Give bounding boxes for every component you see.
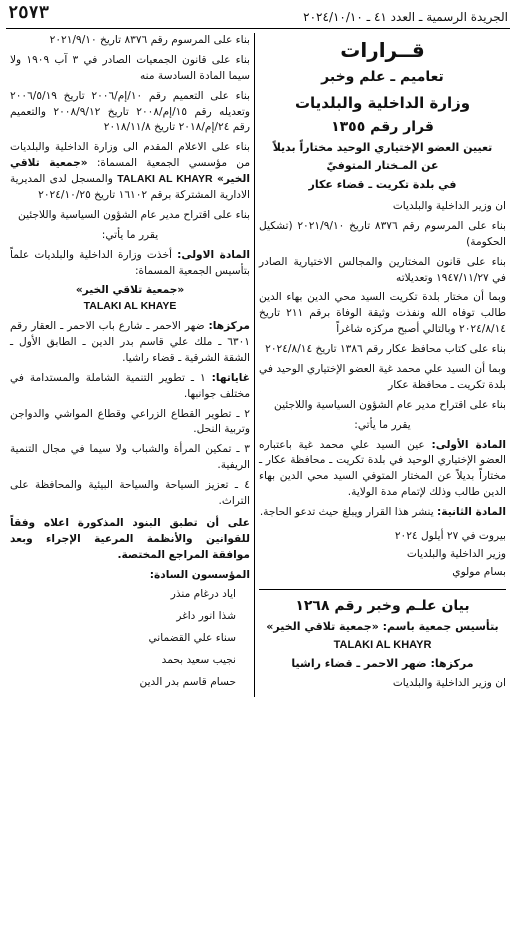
- closing-paragraph: على أن تطبق البنود المذكورة اعلاه وفقاً للقوانين والأنظمة المرعية الإجراء وبعد موافقة المراجع المختصة.: [10, 516, 250, 561]
- goal-4: ٤ ـ تعزيز السياحة والسياحة البيئية والمحافظة على التراث.: [10, 479, 250, 508]
- notice-hq: [259, 656, 506, 673]
- signature-name: بسام مولوي: [452, 565, 506, 578]
- founder-name: سناء علي القضماني: [148, 632, 236, 645]
- paragraph: [10, 140, 250, 204]
- notice-title: بيان علـم وخبر رقم ١٢٦٨: [295, 597, 470, 614]
- goals-label: غاياتها:: [211, 371, 250, 384]
- goal-3: ٣ ـ تمكين المرأة والشباب ولا سيما في مجال التنمية الريفية.: [10, 443, 250, 472]
- signature-title: وزير الداخلية والبلديات: [406, 547, 506, 560]
- article-label: المادة الاولى:: [177, 248, 250, 261]
- columns: [6, 33, 510, 697]
- assoc-name: «جمعية تلاقي الخير»: [75, 284, 185, 297]
- decision-subject-line-1: تعيين العضو الإختياري الوحيد مختاراً بديلاً: [272, 140, 493, 154]
- paragraph: بناء على المرسوم رقم ٨٣٧٦ تاريخ ٢٠٢١/٩/١٠: [49, 34, 250, 46]
- hq-paragraph: [10, 319, 250, 367]
- paragraph: بناء على اقتراح مدير عام الشؤون السياسية واللاجئين: [18, 208, 250, 221]
- article-text: عين السيد علي محمد غية باعتباره العضو الإختياري الوحيد في بلدة تكريت ـ محافظة عكار ـ مختاراً بديلاً عن المختار المتوفي السيد محي الدين بهاء الدين طالب وذلك لإتمام مدة الولاية.: [259, 438, 506, 499]
- article-1: [259, 438, 506, 502]
- article-text: أخذت وزارة الداخلية والبلديات علماً بتأسيس الجمعية المسماة:: [10, 248, 250, 277]
- founder-name: شذا انور داغر: [176, 610, 236, 623]
- goals-paragraph: [10, 371, 250, 403]
- article-1: [10, 248, 250, 280]
- notice-latin-name: TALAKI AL KHAYR: [333, 639, 432, 652]
- paragraph: وبما أن السيد علي محمد غية العضو الإختياري الوحيد في بلدة تكريت ـ محافظة عكار: [259, 363, 506, 391]
- paragraph: ان وزير الداخلية والبلديات: [392, 200, 506, 212]
- article-label: المادة الأولى:: [431, 438, 506, 451]
- decides-heading: يقرر ما يأتي:: [354, 418, 411, 431]
- ministry-title: وزارة الداخلية والبلديات: [294, 94, 471, 112]
- paragraph-text: بناء على الاعلام المقدم الى وزارة الداخلية والبلديات من مؤسسي الجمعية المسماة:: [10, 141, 250, 170]
- divider: [259, 589, 506, 590]
- article-text: ينشر هذا القرار ويبلغ حيث تدعو الحاجة.: [259, 506, 438, 519]
- notice-hq-label: مركزها:: [430, 656, 474, 670]
- paragraph: بناء على قانون الجمعيات الصادر في ٣ آب ١٩٠٩ ولا سيما المادة السادسة منه: [10, 53, 250, 82]
- notice-subtitle: بتأسيس جمعية باسم: «جمعية تلاقي الخير»: [266, 619, 499, 633]
- hq-label: مركزها:: [208, 320, 250, 333]
- subsection-title: تعاميم ـ علم وخبر: [321, 69, 444, 85]
- assoc-name-inline: «جمعية تلاقي الخير»: [10, 157, 251, 186]
- assoc-latin-name: TALAKI AL KHAYE: [83, 300, 177, 313]
- decides-heading: يقرر ما يأتي:: [101, 228, 159, 241]
- founders-list: [10, 587, 250, 690]
- decision-number: قرار رقم ١٣٥٥: [331, 118, 434, 135]
- article-label: المادة الثانية:: [437, 506, 506, 519]
- page-header: [6, 4, 510, 29]
- paragraph: بناء على المرسوم رقم ٨٣٧٦ تاريخ ٢٠٢١/٩/١٠ (تشكيل الحكومة): [259, 219, 506, 248]
- page-number: ٢٥٧٣: [8, 2, 49, 23]
- section-title: قــرارات: [340, 38, 425, 62]
- goal-1: ١ ـ تطوير التنمية الشاملة والمستدامة في مختلف جوانبها.: [10, 371, 250, 400]
- founders-label: المؤسسون السادة:: [149, 568, 250, 581]
- paragraph: بناء على اقتراح مدير عام الشؤون السياسية واللاجئين: [274, 398, 506, 411]
- paragraph: ان وزير الداخلية والبلديات: [392, 677, 506, 690]
- hq-text: ضهر الاحمر ـ شارع باب الاحمر ـ العقار رقم ٦٣٠١ ـ ملك علي قاسم بدر الدين ـ الطابق الأول ـ الشقة الشرقية ـ قضاء راشيا.: [10, 320, 250, 364]
- signature-date: بيروت في ٢٧ أيلول ٢٠٢٤: [394, 530, 506, 543]
- founder-name: اياد درغام منذر: [170, 588, 236, 601]
- goal-2: ٢ ـ تطوير القطاع الزراعي وقطاع المواشي والدواجن وتربية النحل.: [10, 407, 250, 436]
- decision-subject-line-2: عن المـختار المتوفيّ: [326, 159, 439, 172]
- paragraph: بناء على كتاب محافظ عكار رقم ١٣٨٦ تاريخ ٢٠٢٤/٨/١٤: [265, 343, 506, 356]
- paragraph: وبما أن مختار بلدة تكريت السيد محي الدين بهاء الدين طالب توفاه الله ونفذت وثيقة الوفاة برقم ٢١١ تاريخ ٢٠٢٤/٨/١٤ وبالتالي أصبح مركزه شاغراً: [259, 291, 506, 336]
- paragraph-text: والمسجل لدى المديرية الادارية المشتركة برقم ١٦١٠٢ تاريخ ٢٠٢٤/١٠/٢٥: [10, 173, 250, 202]
- assoc-latin-inline: TALAKI AL KHAYR: [117, 173, 213, 186]
- founder-name: نجيب سعيد بحمد: [161, 654, 236, 667]
- paragraph: بناء على التعميم رقم ١٠/إم/٢٠٠٦ تاريخ ٢٠٠٦/٥/١٩ وتعديله رقم ١٥/إم/٢٠٠٨ تاريخ ٢٠٠٨/٩/١٢ والتعميم رقم ٢٤/إم/٢٠١٨ تاريخ ٢٠١٨/١١/٨: [10, 89, 250, 134]
- right-column: [254, 33, 510, 697]
- signature-block: [259, 529, 506, 581]
- notice-hq-text: ضهر الاحمر ـ قضاء راشيا: [291, 656, 431, 670]
- left-column: [6, 33, 254, 697]
- decision-subject-line-3: في بلدة تكريت ـ قضاء عكار: [308, 177, 457, 191]
- paragraph: بناء على قانون المختارين والمجالس الاختيارية الصادر في ١٩٤٧/١١/٢٧ وتعديلاته: [259, 255, 506, 284]
- article-2: [259, 505, 506, 521]
- founder-name: حسام قاسم بدر الدين: [139, 676, 236, 689]
- publication-title: الجريدة الرسمية ـ العدد ٤١ ـ ٢٠٢٤/١٠/١٠: [303, 10, 508, 24]
